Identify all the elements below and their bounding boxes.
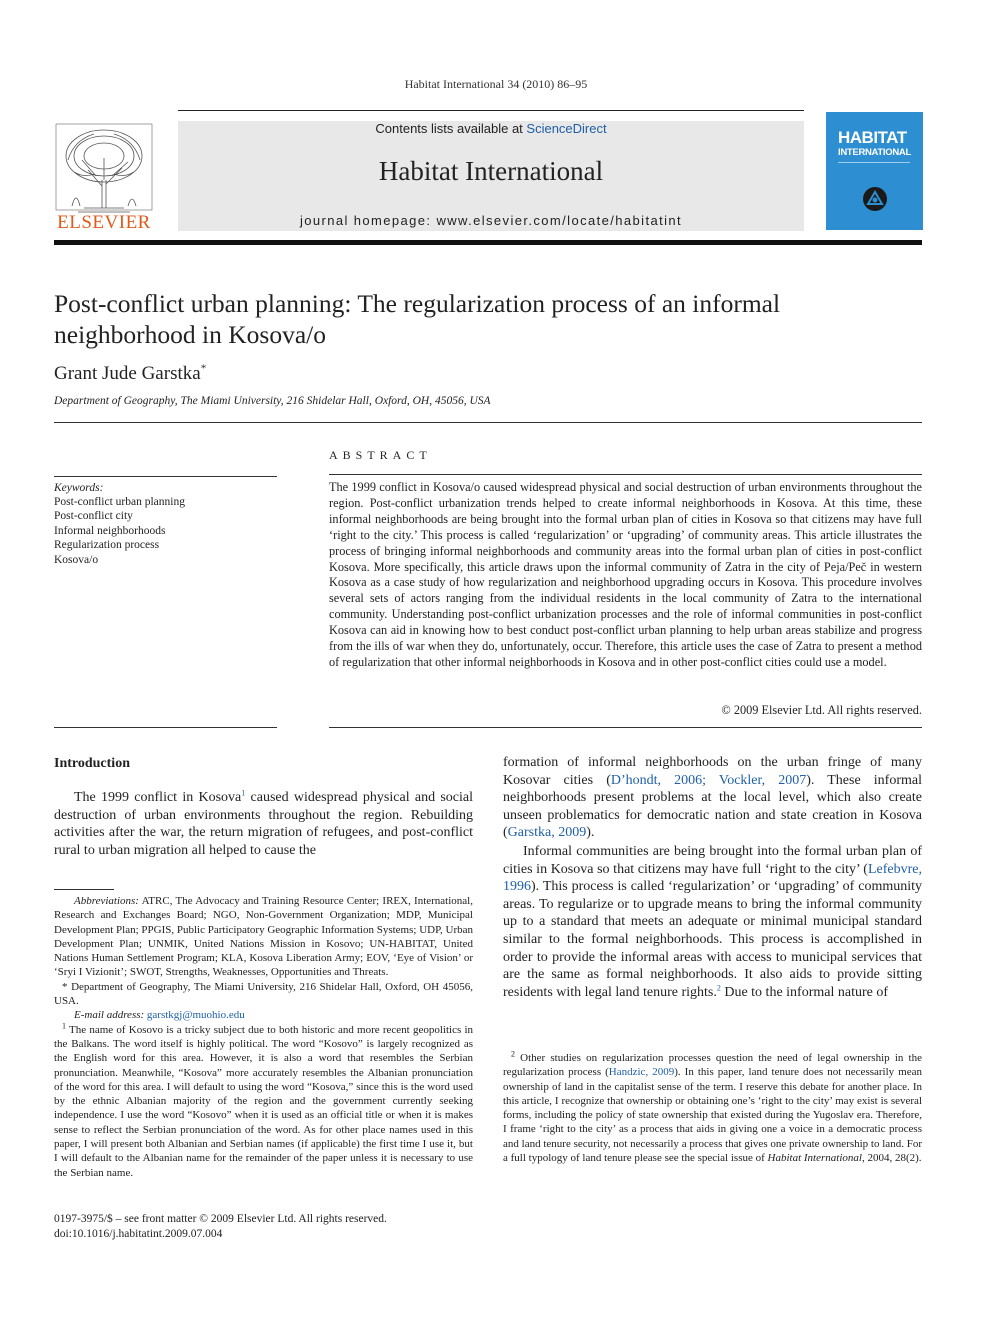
citation-link[interactable]: Lefebvre, 1996: [503, 861, 922, 895]
journal-name: Habitat International: [767, 1152, 862, 1165]
abbreviations-label: Abbreviations:: [74, 895, 139, 907]
cover-title: HABITAT: [838, 128, 907, 147]
cover-emblem-icon: [860, 184, 890, 214]
intro-paragraph-1: [54, 789, 473, 859]
text-run: ATRC, The Advocacy and Training Resource Center; IREX, International, Research and Exchanges Board; NGO, Non-Government Organization; MDP, Municipal Development Plan; PPGIS, Public Participatory Geographic Information Systems; UDP, Urban Development Plan; UNMIK, United Nations Mission in Kosovo; UN-HABITAT, United Nations Human Settlement Program; KLA, Kosova Liberation Army; EOV, ‘Eye of Vision’ or ‘Sryi I Vizionit’; SWOT, Strengths, Weaknesses, Opportunities and Threats.: [54, 895, 473, 979]
footnote-mark: *: [62, 980, 68, 993]
text-run: ). In this paper, land tenure does not necessarily mean ownership of land in the capitalist sense of the term. I reserve this debate for another place. In this article, I recognize that ownership or obtaining one’s ‘right to the city’ may exist is several forms, including the policy of state ownership that existed during the Yugoslav era. Therefore, I frame ‘right to the city’ as a process that aids in giving one a voice in a democratic process and land tenure security, not necessarily a process that gives one private ownership to land. For a full typology of land tenure please see the special issue of: [503, 1066, 923, 1165]
footnote-mark: 1: [62, 1021, 66, 1031]
journal-homepage: [178, 213, 804, 228]
contents-line: [178, 121, 804, 136]
footnote-2-ref[interactable]: 2: [716, 983, 721, 993]
homepage-url[interactable]: www.elsevier.com/locate/habitatint: [436, 213, 683, 228]
journal-cover[interactable]: [826, 112, 923, 230]
text-run: Other studies on regularization processes question the need of legal ownership in the regularization process (: [503, 1052, 922, 1079]
text-run: formation of informal neighborhoods on the urban fringe of many Kosovar cities (: [503, 755, 922, 788]
front-matter-meta: [54, 1212, 387, 1241]
text-run: Informal communities are being brought into the formal urban plan of cities in Kosova so that citizens may have full ‘right to the city’ (: [503, 843, 922, 877]
text-run: , 2004, 28(2).: [861, 1152, 922, 1165]
doi-line[interactable]: doi:10.1016/j.habitatint.2009.07.004: [54, 1227, 223, 1240]
keyword-item: Informal neighborhoods: [54, 524, 166, 537]
text-run: The name of Kosovo is a tricky subject due to both historic and more recent geopolitics in the Balkans. The word itself is highly political. The word “Kosovo” is largely recognized as the English word for this area. However, it is also a word that resembles the Serbian pronunciation. Meanwhile, “Kosova” more accurately resembles the Albanian pronunciation of the word for this area. I will default to using the word “Kosova,” since this is the word used by the ethnic Albanian majority of the region and the government currently seeking independence. I use the word “Kosovo” when it is used as an official title or when it is makes sense to reflect the Serbian pronunciation of the word. As for other place names used in this paper, I will present both Albanian and Serbian names (if applicable) the first time I use it, but I will default to the Albanian name for the remainder of the paper unless it is necessary to use the Serbian name.: [54, 1023, 473, 1179]
abstract-top-rule: [329, 474, 922, 475]
citation-link[interactable]: Garstka, 2009: [507, 825, 587, 841]
keyword-item: Post-conflict city: [54, 510, 133, 523]
title-rule: [54, 422, 922, 423]
keywords-bottom-rule: [54, 727, 277, 728]
elsevier-logo[interactable]: [54, 120, 154, 236]
article-title: Post-conflict urban planning: The regularization process of an informal neighborhood in Kosova/o: [54, 289, 781, 349]
author-line: [54, 363, 206, 385]
citation-link[interactable]: D’hondt, 2006; Vockler, 2007: [610, 772, 807, 788]
abstract-text: The 1999 conflict in Kosova/o caused widespread physical and social destruction of urban environments throughout the region. Post-conflict urbanization trends helped to create informal neighborhoods in Kosova. At this time, these informal neighborhoods are being brought into the formal urban plan of cities in Kosova so that citizens may have full ‘right to the city.’ This process is called ‘regularization’ or ‘upgrading’ of community areas. This article illustrates the process of bringing informal neighborhoods and community areas into the formal urban plan of cities in post-conflict Kosova. More specifically, this article draws upon the informal community of Zatra in the city of Peja/Peč in western Kosova as a case study of how regularization and neighborhood upgrading occurs in Kosova. This procedure involves several sets of actors ranging from the individual residents in the local community of Zatra to the international community. Understanding post-conflict urbanization processes and the role of informal communities in post-conflict Kosova can aid in knowing how to best conduct post-conflict urban planning to help urban areas stabilize and progress from the ills of war when they do, unfortunately, occur. Therefore, this article uses the case of Zatra to present a method of regularization that other informal neighborhoods in Kosova and in other post-conflict cities could use a model.: [329, 480, 922, 669]
text-run: caused widespread physical and social destruction of urban environments throughout the region. Rebuilding activities after the war, the return migration of refugees, and post-conflict rural to urban migration all helped to cause the: [54, 790, 474, 858]
cover-text-lines: [838, 162, 910, 185]
citation-link[interactable]: Handzic, 2009: [608, 1066, 675, 1079]
text-run: ). This process is called ‘regularization’ or ‘upgrading’ of community areas. To regularize or to upgrade means to bring the informal community up to a standard that meets an adequate or minimal municipal standard similar to the formal neighborhoods. This process is accomplished in order to provide the informal areas with access to municipal services that are the same as formal neighborhoods. It also aids to provide sitting residents with legal land tenure rights.: [503, 879, 922, 1000]
text-run: ). These informal neighborhoods present problems at the local level, which also create unseen problematics for democratic nation and state creation in Kosova (: [503, 772, 922, 841]
keywords-list: [54, 495, 185, 567]
text-run: The 1999 conflict in Kosova: [74, 790, 242, 805]
journal-citation: Habitat International 34 (2010) 86–95: [404, 77, 588, 91]
email-label: E-mail address:: [74, 1009, 145, 1022]
author-footnote-mark[interactable]: *: [200, 362, 207, 375]
footnote-1: [54, 1023, 473, 1180]
abstract-heading: ABSTRACT: [329, 448, 432, 462]
abbreviations-footnote: [54, 894, 473, 980]
text-run: ).: [586, 825, 595, 841]
issn-line: 0197-3975/$ – see front matter © 2009 Elsevier Ltd. All rights reserved.: [54, 1213, 387, 1225]
footnote-mark: 2: [511, 1049, 515, 1059]
author-affiliation: Department of Geography, The Miami University, 216 Shidelar Hall, Oxford, OH, 45056, USA: [54, 395, 491, 407]
left-column: [54, 789, 473, 859]
author-name: Grant Jude Garstka: [54, 363, 201, 384]
author-footnote: [54, 980, 473, 1009]
elsevier-wordmark: ELSEVIER: [57, 212, 151, 233]
keywords-heading: Keywords:: [54, 482, 104, 494]
sciencedirect-link[interactable]: ScienceDirect: [526, 121, 607, 136]
section-heading: Introduction: [54, 756, 130, 771]
intro-paragraph-2: [503, 754, 922, 842]
abstract-bottom-rule: [329, 727, 922, 728]
footnotes-right: [503, 1051, 922, 1165]
keyword-item: Kosova/o: [54, 553, 99, 566]
abstract-copyright: © 2009 Elsevier Ltd. All rights reserved.: [721, 703, 922, 717]
header-rule: [178, 110, 804, 111]
intro-paragraph-3: [503, 843, 922, 1001]
email-link[interactable]: garstkgj@muohio.edu: [146, 1009, 245, 1022]
keywords-top-rule: [54, 476, 277, 477]
header-thick-rule: [54, 240, 922, 245]
right-column: [503, 754, 922, 1001]
footnotes-left: [54, 894, 473, 1180]
cover-subtitle: INTERNATIONAL: [838, 147, 911, 158]
text-run: Department of Geography, The Miami University, 216 Shidelar Hall, Oxford, OH 45056, USA.: [54, 980, 473, 1008]
footnote-1-ref[interactable]: 1: [241, 788, 246, 798]
footnote-2: [503, 1051, 922, 1165]
journal-title: Habitat International: [378, 156, 604, 186]
homepage-prefix: journal homepage:: [299, 213, 437, 228]
email-footnote: [54, 1008, 473, 1022]
footnote-rule: [54, 889, 114, 890]
keyword-item: Post-conflict urban planning: [54, 496, 185, 508]
contents-prefix: Contents lists available at: [375, 121, 527, 136]
text-run: Due to the informal nature of: [720, 984, 889, 1000]
keyword-item: Regularization process: [54, 539, 160, 552]
